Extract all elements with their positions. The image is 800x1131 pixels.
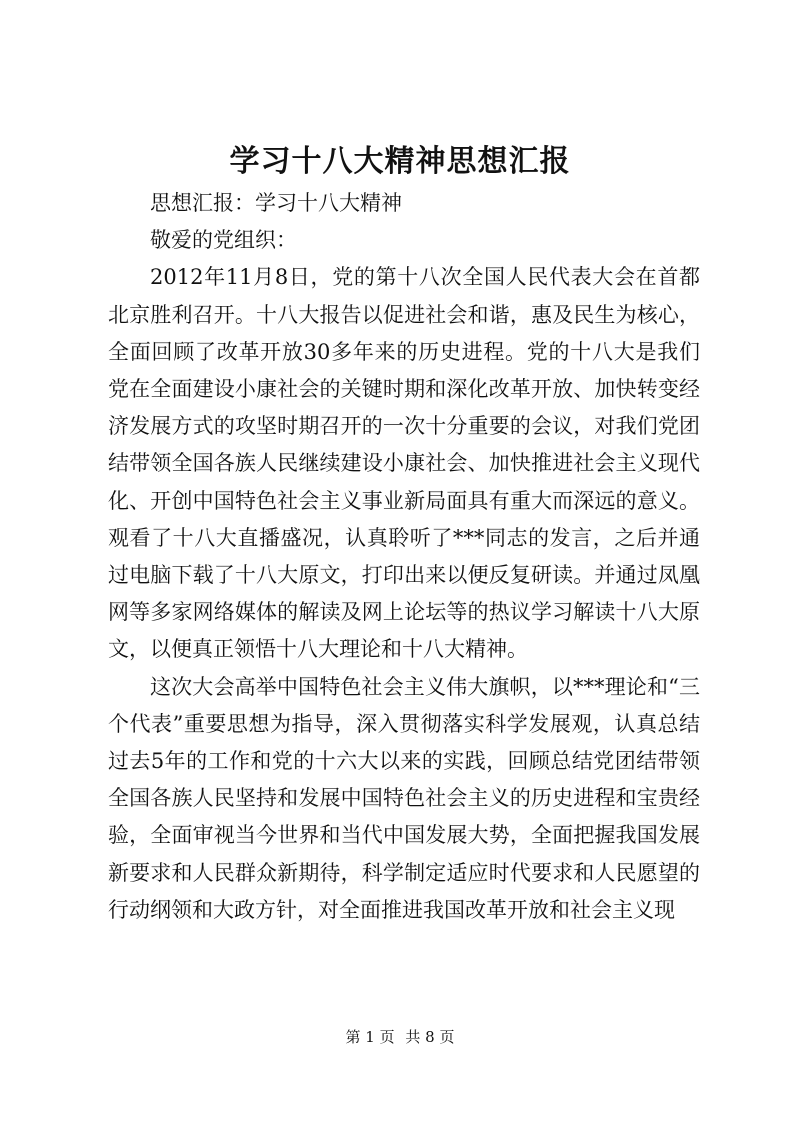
salutation: 敬爱的党组织： — [150, 228, 297, 253]
page-number: 第 1 页 — [345, 1028, 395, 1046]
document-title: 学习十八大精神思想汇报 — [229, 144, 571, 179]
page-footer — [0, 1027, 800, 1047]
page-total: 共 8 页 — [405, 1028, 455, 1046]
body-paragraph: 这次大会高举中国特色社会主义伟大旗帜，以***理论和“三个代表”重要思想为指导，深入贯彻落实科学发展观，认真总结过去5年的工作和党的十六大以来的实践，回顾总结党团结带领全国各族人民坚持和发展中国特色社会主义的历史进程和宝贵经验，全面审视当今世界和当代中国发展大势，全面把握我国发展新要求和人民群众新期待，科学制定适应时代要求和人民愿望的行动纲领和大政方针，对全面推进我国改革开放和社会主义现 — [108, 674, 700, 922]
document-body — [108, 185, 700, 929]
subtitle-line: 思想汇报：学习十八大精神 — [150, 191, 402, 215]
body-paragraph: 2012年11月8日，党的第十八次全国人民代表大会在首都北京胜利召开。十八大报告以促进社会和谐，惠及民生为核心，全面回顾了改革开放30多年来的历史进程。党的十八大是我们党在全面建设小康社会的关键时期和深化改革开放、加快转变经济发展方式的攻坚时期召开的一次十分重要的会议，对我们党团结带领全国各族人民继续建设小康社会、加快推进社会主义现代化、开创中国特色社会主义事业新局面具有重大而深远的意义。观看了十八大直播盛况，认真聆听了***同志的发言，之后并通过电脑下载了十八大原文，打印出来以便反复研读。并通过凤凰网等多家网络媒体的解读及网上论坛等的热议学习解读十八大原文，以便真正领悟十八大理论和十八大精神。 — [108, 265, 700, 662]
